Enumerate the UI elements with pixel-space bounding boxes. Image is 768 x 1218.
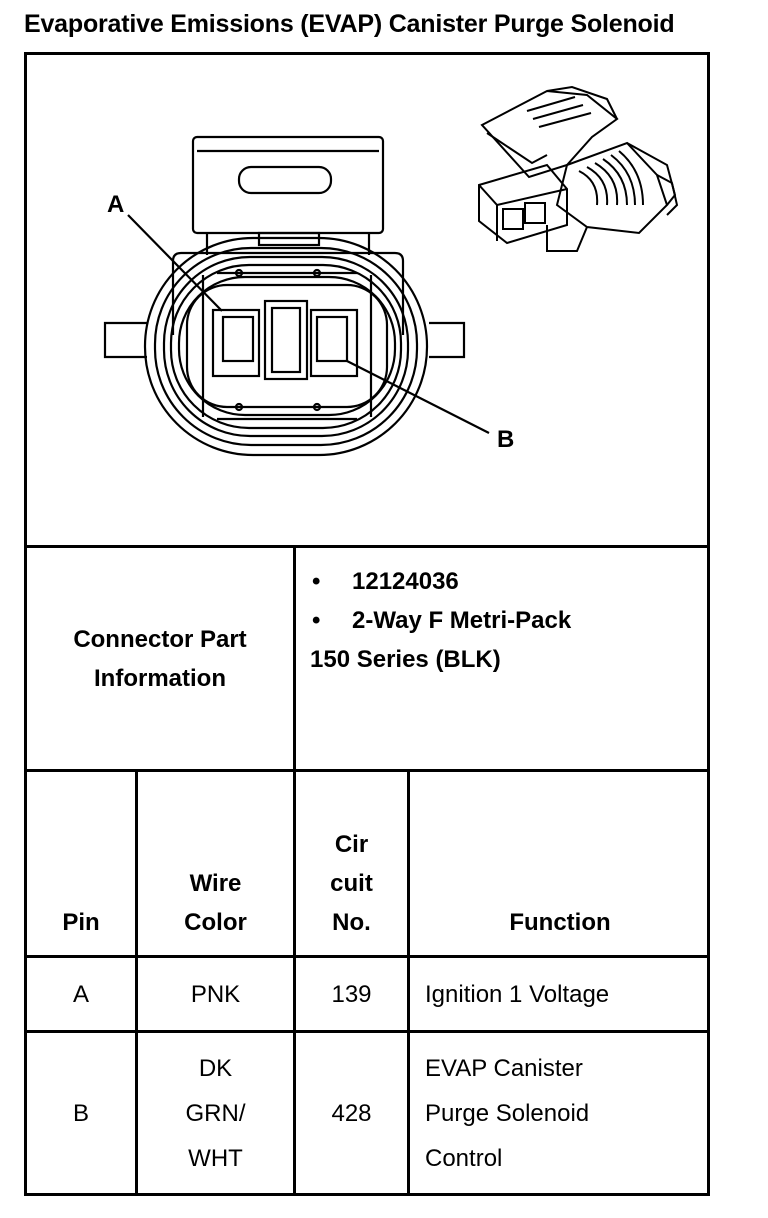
- part-number: 12124036: [352, 568, 459, 595]
- connector-description-line2: 150 Series (BLK): [310, 646, 501, 673]
- row-a-wire-color: PNK: [190, 980, 241, 1008]
- row-a-pin: A: [72, 980, 89, 1008]
- row-b-function: EVAP Canister Purge Solenoid Control: [425, 1054, 590, 1172]
- connector-isometric-image: [479, 87, 677, 251]
- row-a-function: Ignition 1 Voltage: [425, 980, 610, 1008]
- header-wire-color: Wire Color: [184, 870, 247, 936]
- connector-info-label-line1: Connector Part: [73, 625, 247, 653]
- row-b-circuit: 428: [331, 1099, 372, 1127]
- connector-face-diagram: [27, 55, 707, 543]
- latch-window: [239, 167, 331, 193]
- row-a-circuit: 139: [331, 980, 372, 1008]
- connector-info-label: [27, 548, 293, 769]
- callout-a-leader: [128, 215, 222, 311]
- page-title: Evaporative Emissions (EVAP) Canister Purge Solenoid: [24, 10, 675, 38]
- row-b-wire-color: DK GRN/ WHT: [185, 1054, 246, 1172]
- terminal-a: [223, 317, 253, 361]
- callout-b-label: B: [497, 426, 515, 453]
- bullet-icon: •: [312, 568, 321, 595]
- header-function: Function: [509, 909, 611, 936]
- terminal-b: [317, 317, 347, 361]
- connector-info-label-line2: Information: [94, 664, 226, 692]
- callout-a-label: A: [107, 191, 125, 218]
- header-pin: Pin: [62, 909, 100, 936]
- connector-description-line1: 2-Way F Metri-Pack: [352, 607, 572, 634]
- connector-info-values: [312, 562, 571, 679]
- header-circuit-no: Cir cuit No.: [330, 831, 373, 936]
- bullet-icon: •: [312, 607, 321, 634]
- row-b-pin: B: [72, 1099, 89, 1127]
